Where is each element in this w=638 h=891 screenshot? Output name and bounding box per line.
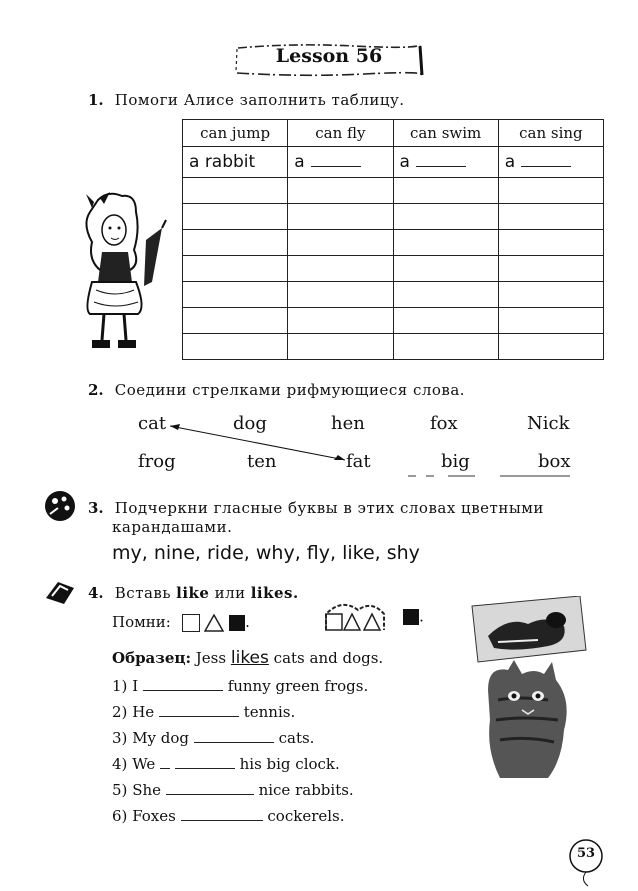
sample-label: Образец: xyxy=(112,649,192,667)
item-number: 5) xyxy=(112,781,128,799)
table-header-cell: can swim xyxy=(393,120,498,147)
fill-item xyxy=(112,781,354,799)
table-header-cell: can jump xyxy=(183,120,288,147)
item-post: cats. xyxy=(278,729,315,747)
table-row xyxy=(183,147,604,178)
rhyme-word[interactable]: dog xyxy=(233,413,267,434)
table-cell[interactable] xyxy=(183,230,288,256)
table-row xyxy=(183,256,604,282)
table-cell[interactable] xyxy=(183,308,288,334)
table-cell[interactable] xyxy=(288,204,393,230)
exercise-1-instruction: Помоги Алисе заполнить таблицу. xyxy=(114,91,405,109)
table-cell[interactable] xyxy=(498,256,603,282)
table-cell[interactable] xyxy=(393,282,498,308)
table-cell[interactable] xyxy=(393,204,498,230)
fill-item xyxy=(112,729,314,747)
filled-square-symbol xyxy=(229,615,245,631)
connecting-arrow xyxy=(160,418,360,468)
item-post: his big clock. xyxy=(239,755,340,773)
item-pre: Foxes xyxy=(132,807,176,825)
table-cell[interactable] xyxy=(288,308,393,334)
answer-blank[interactable] xyxy=(175,756,235,769)
answer-blank[interactable] xyxy=(143,678,223,691)
item-post: tennis. xyxy=(243,703,296,721)
cell-text: a xyxy=(294,152,305,172)
rhyme-word[interactable]: Nick xyxy=(527,413,570,434)
table-row xyxy=(183,204,604,230)
page-number: 53 xyxy=(576,846,596,861)
remember-row: Помни: . xyxy=(112,613,250,631)
rhyme-word[interactable]: frog xyxy=(138,451,176,472)
vowel-words[interactable]: my, nine, ride, why, fly, like, shy xyxy=(112,542,420,564)
table-cell[interactable] xyxy=(393,256,498,282)
table-cell[interactable] xyxy=(183,282,288,308)
sample-pre: Jess xyxy=(195,649,227,667)
table-header-cell: can fly xyxy=(288,120,393,147)
exercise-4-or: или xyxy=(214,584,246,602)
cell-text: a rabbit xyxy=(189,152,256,172)
item-post: nice rabbits. xyxy=(258,781,354,799)
exercise-1-number: 1. xyxy=(88,91,104,109)
table-row xyxy=(183,178,604,204)
table-cell[interactable] xyxy=(393,230,498,256)
cell-text: a xyxy=(399,152,410,172)
item-pre: He xyxy=(132,703,155,721)
table-row xyxy=(183,230,604,256)
table-cell[interactable] xyxy=(183,256,288,282)
fill-item xyxy=(112,807,345,825)
table-cell[interactable] xyxy=(288,147,393,178)
item-number: 2) xyxy=(112,703,128,721)
exercise-3-header xyxy=(88,498,544,517)
rhyme-word[interactable]: cat xyxy=(138,413,167,434)
fill-item xyxy=(112,703,295,721)
table-cell[interactable] xyxy=(393,178,498,204)
table-header-row xyxy=(183,120,604,147)
table-cell[interactable] xyxy=(498,282,603,308)
answer-blank[interactable] xyxy=(181,808,263,821)
exercise-3-instruction: Подчеркни гласные буквы в этих словах цветными xyxy=(114,499,544,517)
fill-item xyxy=(112,755,340,773)
table-cell[interactable] xyxy=(288,256,393,282)
table-cell[interactable] xyxy=(393,334,498,360)
table-cell[interactable] xyxy=(288,178,393,204)
exercise-2-header xyxy=(88,380,465,399)
exercise-3-number: 3. xyxy=(88,499,104,517)
item-post: funny green frogs. xyxy=(227,677,369,695)
exercise-4-header: 4. Вставь like или likes. xyxy=(88,584,299,602)
answer-dashes xyxy=(400,470,580,482)
item-number: 3) xyxy=(112,729,128,747)
table-cell xyxy=(183,147,288,178)
rhyme-word[interactable]: hen xyxy=(331,413,365,434)
table-cell[interactable] xyxy=(498,204,603,230)
alice-illustration xyxy=(70,190,170,360)
table-cell[interactable] xyxy=(498,147,603,178)
dog-photo xyxy=(468,596,588,664)
table-cell[interactable] xyxy=(183,204,288,230)
item-number: 6) xyxy=(112,807,128,825)
rhyme-word[interactable]: ten xyxy=(247,451,277,472)
answer-blank[interactable] xyxy=(194,730,274,743)
exercise-4-instruction: Вставь xyxy=(114,584,172,602)
pencil-icon xyxy=(44,578,76,606)
sample-word: likes xyxy=(230,648,269,668)
exercise-3-instruction-cont: карандашами. xyxy=(112,518,233,536)
rhyme-word[interactable]: fox xyxy=(430,413,458,434)
table-row xyxy=(183,282,604,308)
item-post: cockerels. xyxy=(267,807,345,825)
answer-blank[interactable] xyxy=(159,704,239,717)
table-cell[interactable] xyxy=(183,334,288,360)
table-cell[interactable] xyxy=(183,178,288,204)
table-cell[interactable] xyxy=(288,282,393,308)
exercise-4-like: like xyxy=(176,584,210,602)
exercise-2-number: 2. xyxy=(88,381,104,399)
exercise-4-number: 4. xyxy=(88,584,104,602)
square-symbol xyxy=(182,614,200,632)
answer-blank[interactable] xyxy=(160,756,170,769)
animals-table xyxy=(182,119,604,360)
remember-label: Помни: xyxy=(112,613,171,631)
item-pre: My dog xyxy=(132,729,190,747)
table-cell[interactable] xyxy=(498,308,603,334)
rhyme-word[interactable]: big xyxy=(441,451,470,472)
table-cell[interactable] xyxy=(288,230,393,256)
answer-blank[interactable] xyxy=(311,154,361,167)
table-cell[interactable] xyxy=(498,178,603,204)
item-number: 4) xyxy=(112,755,128,773)
item-pre: She xyxy=(132,781,162,799)
answer-blank[interactable] xyxy=(166,782,254,795)
sample-post: cats and dogs. xyxy=(273,649,384,667)
cell-text: a xyxy=(504,152,516,172)
answer-blank[interactable] xyxy=(521,154,571,167)
cat-photo xyxy=(478,660,578,780)
item-number: 1) xyxy=(112,677,128,695)
table-cell[interactable] xyxy=(498,230,603,256)
table-cell[interactable] xyxy=(498,334,603,360)
fill-item xyxy=(112,677,368,695)
table-row xyxy=(183,308,604,334)
exercise-4-likes: likes xyxy=(250,584,293,602)
triangle-symbol xyxy=(204,614,224,632)
table-cell[interactable] xyxy=(288,334,393,360)
filled-square-symbol xyxy=(403,609,419,625)
rhyme-word[interactable]: box xyxy=(538,451,571,472)
exercise-2-instruction: Соедини стрелками рифмующиеся слова. xyxy=(114,381,466,399)
item-pre: I xyxy=(132,677,139,695)
item-pre: We xyxy=(132,755,156,773)
exercise-1-header xyxy=(88,90,405,109)
sample-sentence xyxy=(112,648,383,668)
remember-row-2: . xyxy=(322,600,424,634)
table-cell[interactable] xyxy=(393,147,498,178)
page-title: Lesson 56 xyxy=(275,45,383,67)
table-header-cell: can sing xyxy=(498,120,603,147)
answer-blank[interactable] xyxy=(416,154,466,167)
paint-palette-icon xyxy=(44,490,76,522)
rhyme-word[interactable]: fat xyxy=(346,451,371,472)
giraffe-symbols xyxy=(322,600,398,634)
table-cell[interactable] xyxy=(393,308,498,334)
table-row xyxy=(183,334,604,360)
